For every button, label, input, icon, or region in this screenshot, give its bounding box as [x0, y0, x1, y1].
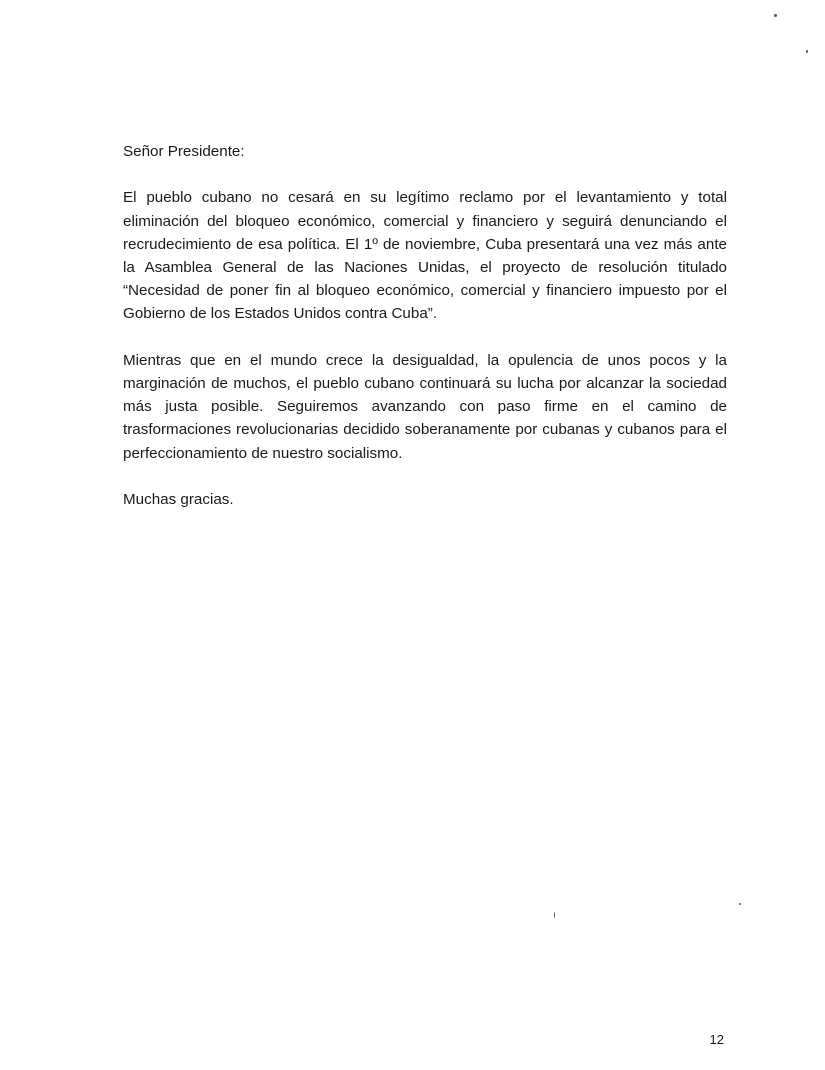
paragraph-2: Mientras que en el mundo crece la desigualdad, la opulencia de unos pocos y la marginación de muchos, el pueblo cubano continuará su lucha por alcanzar la sociedad más justa posible. Seguiremos avanzando con paso firme en el camino de trasformaciones revolucionarias decidido soberanamente por cubanas y cubanos para el perfeccionamiento de nuestro socialismo. [123, 351, 727, 462]
scan-speck [739, 903, 741, 905]
document-body [123, 140, 727, 534]
scan-speck [554, 912, 555, 918]
page-number: 12 [709, 1032, 724, 1047]
scan-speck [806, 50, 808, 53]
paragraph-1: El pueblo cubano no cesará en su legítimo reclamo por el levantamiento y total eliminación del bloqueo económico, comercial y financiero y seguirá denunciando el recrudecimiento de esa política. El 1º de noviembre, Cuba presentará una vez más ante la Asamblea General de las Naciones Unidas, el proyecto de resolución titulado “Necesidad de poner fin al bloqueo económico, comercial y financiero impuesto por el Gobierno de los Estados Unidos contra Cuba”. [123, 189, 727, 323]
closing: Muchas gracias. [123, 491, 234, 508]
scan-speck [774, 14, 777, 17]
salutation: Señor Presidente: [123, 143, 245, 160]
